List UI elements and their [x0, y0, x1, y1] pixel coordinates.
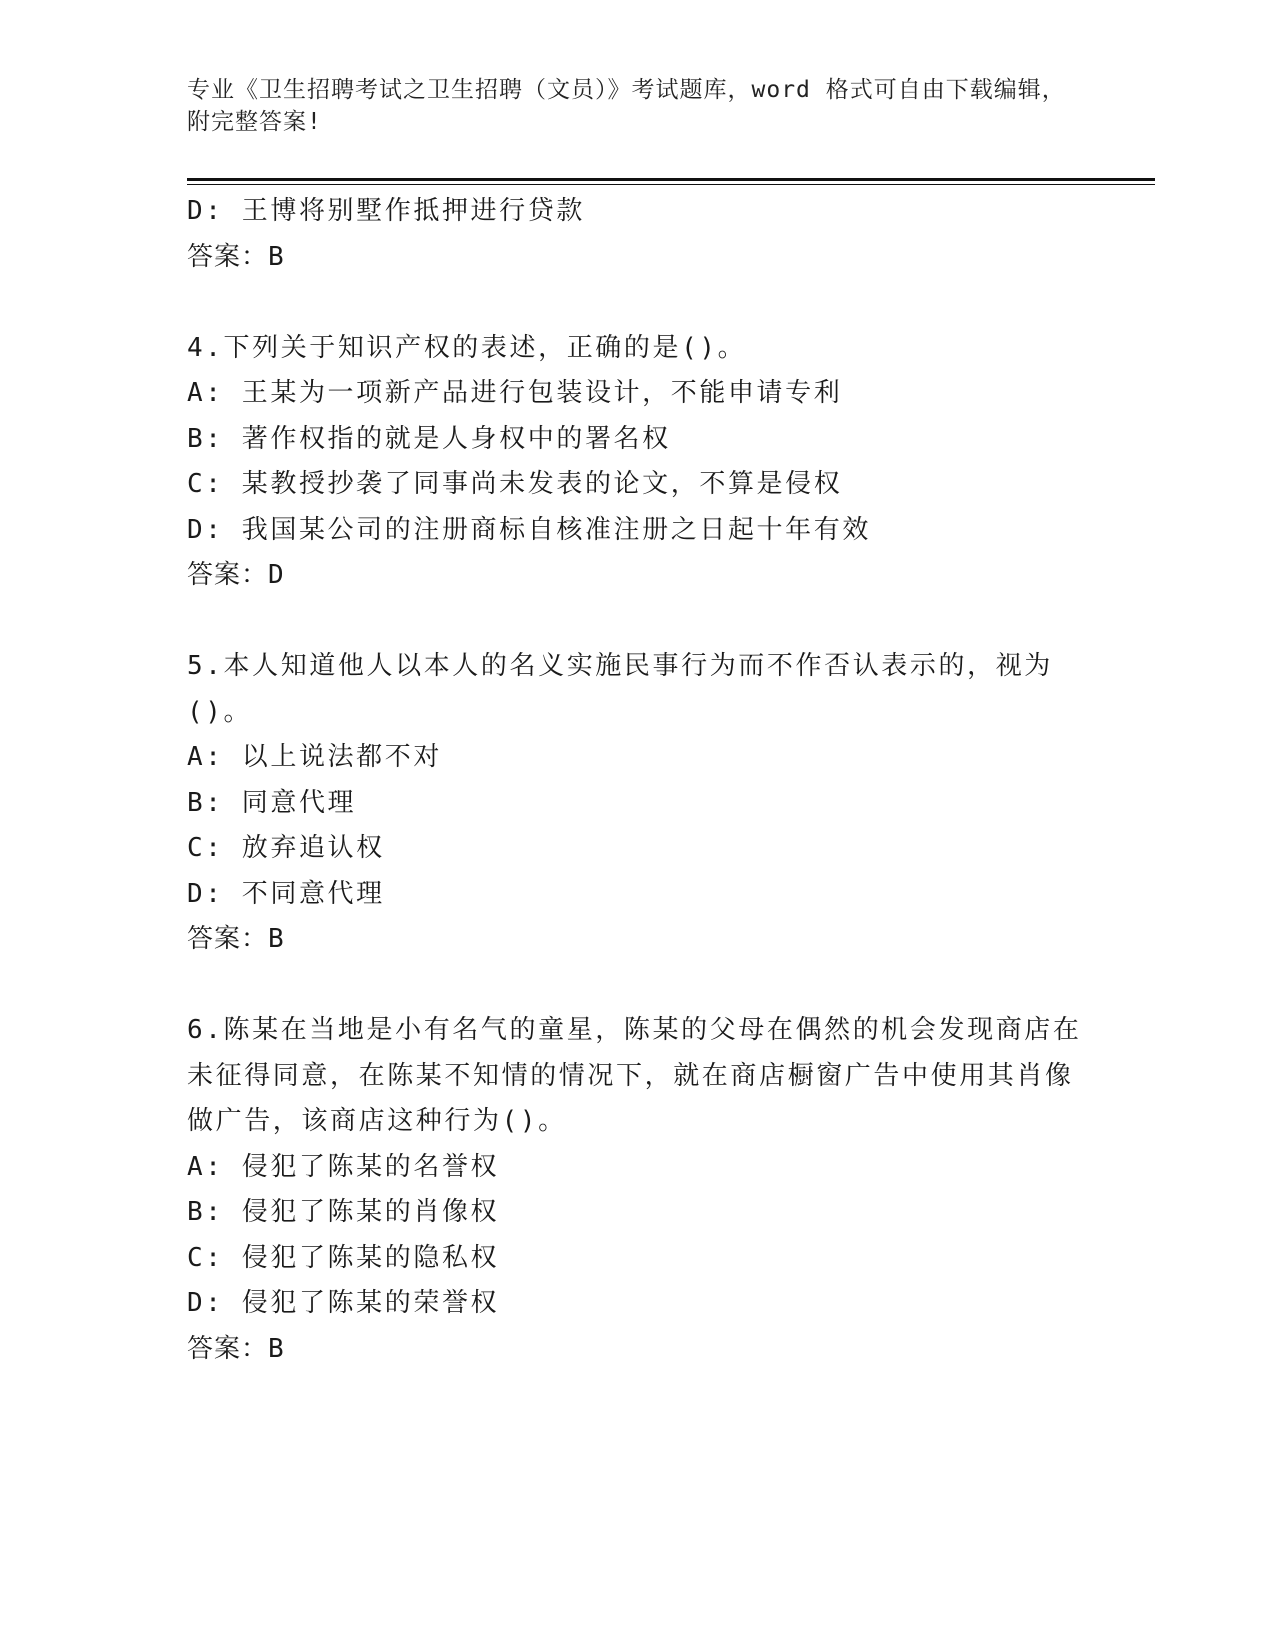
question-5-stem: 5.本人知道他人以本人的名义实施民事行为而不作否认表示的，视为()。	[187, 651, 1053, 727]
question-6-answer: 答案：B	[187, 1333, 285, 1364]
question-6-stem: 6.陈某在当地是小有名气的童星，陈某的父母在偶然的机会发现商店在未征得同意，在陈某不知情的情况下，就在商店橱窗广告中使用其肖像做广告，该商店这种行为()。	[187, 1015, 1082, 1136]
question-5-option-b: B: 同意代理	[187, 787, 357, 818]
question-5-option-a: A: 以上说法都不对	[187, 742, 442, 772]
document-body	[187, 189, 1087, 1372]
question-4-option-b: B: 著作权指的就是人身权中的署名权	[187, 423, 671, 454]
question-5-option-d: D: 不同意代理	[187, 878, 385, 909]
spacer	[187, 599, 1087, 645]
question-5-option-c: C: 放弃追认权	[187, 833, 385, 863]
header-divider-thin	[187, 184, 1155, 185]
spacer	[187, 280, 1087, 326]
document-header	[187, 74, 1087, 138]
question-6-option-a: A: 侵犯了陈某的名誉权	[187, 1151, 500, 1182]
question-4-stem: 4.下列关于知识产权的表述，正确的是()。	[187, 332, 747, 363]
question-5-answer: 答案：B	[187, 924, 285, 954]
header-divider-thick	[187, 178, 1155, 181]
question-4-answer: 答案：D	[187, 560, 285, 590]
question-6-option-c: C: 侵犯了陈某的隐私权	[187, 1242, 500, 1273]
prev-question-answer: 答案：B	[187, 241, 285, 272]
question-6-option-d: D: 侵犯了陈某的荣誉权	[187, 1288, 500, 1318]
question-4-option-c: C: 某教授抄袭了同事尚未发表的论文，不算是侵权	[187, 469, 843, 499]
question-6-option-b: B: 侵犯了陈某的肖像权	[187, 1197, 500, 1227]
header-title: 专业《卫生招聘考试之卫生招聘（文员）》考试题库，word 格式可自由下载编辑，附完整答案!	[187, 77, 1066, 135]
spacer	[187, 963, 1087, 1009]
question-4-option-a: A: 王某为一项新产品进行包装设计，不能申请专利	[187, 378, 843, 408]
question-4-option-d: D: 我国某公司的注册商标自核准注册之日起十年有效	[187, 514, 871, 545]
prev-question-option-d: D: 王博将别墅作抵押进行贷款	[187, 196, 585, 226]
